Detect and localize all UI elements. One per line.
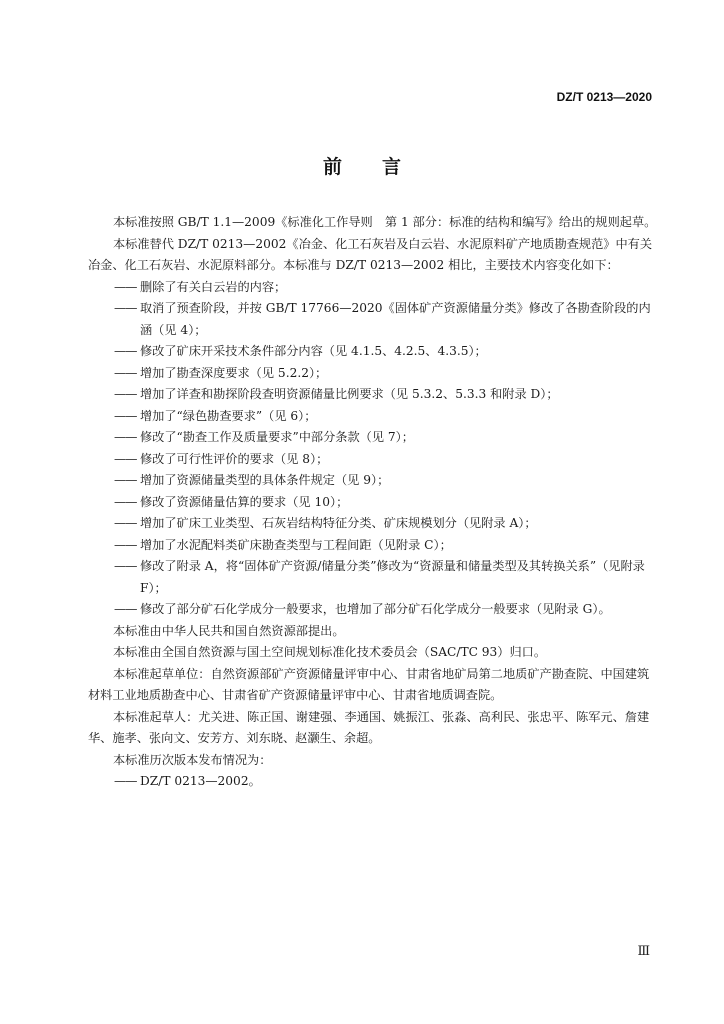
dash-mark: —— [114, 473, 137, 487]
paragraph-drafters: 本标准起草人：尤关进、陈正国、谢建强、李通国、姚振江、张淼、高利民、张忠平、陈军元、詹建华、施孝、张向文、安芳方、刘东晓、赵灏生、余超。 [88, 709, 650, 745]
list-item: —— 增加了勘查深度要求（见 5.2.2）； [88, 363, 660, 385]
list-item: —— 增加了“绿色勘查要求”（见 6）； [88, 406, 660, 428]
foreword-body [88, 212, 660, 793]
paragraph-drafting-rules: 本标准按照 GB/T 1.1—2009《标准化工作导则 第 1 部分：标准的结构和编写》给出的规则起草。 [113, 215, 657, 229]
paragraph-replacement: 本标准替代 DZ/T 0213—2002《冶金、化工石灰岩及白云岩、水泥原料矿产地质勘查规范》中有关冶金、化工石灰岩、水泥原料部分。本标准与 DZ/T 0213—2002 相比，主要技术内容变化如下： [88, 236, 653, 272]
list-item: —— 修改了资源储量估算的要求（见 10）； [88, 492, 660, 514]
list-item: —— 修改了附录 A，将“固体矿产资源/储量分类”修改为“资源量和储量类型及其转换关系”（见附录 F）； [88, 556, 660, 599]
list-item: —— 增加了详查和勘探阶段查明资源储量比例要求（见 5.3.2、5.3.3 和附录 D）； [88, 384, 660, 406]
list-item: —— 删除了有关白云岩的内容； [88, 277, 660, 299]
paragraph-history-intro: 本标准历次版本发布情况为： [113, 752, 272, 767]
list-item: —— 修改了“勘查工作及质量要求”中部分条款（见 7）； [88, 427, 660, 449]
dash-mark: —— [114, 387, 137, 401]
dash-mark: —— [114, 516, 137, 530]
paragraph-proposer: 本标准由中华人民共和国自然资源部提出。 [113, 623, 345, 638]
list-item: —— 增加了矿床工业类型、石灰岩结构特征分类、矿床规模划分（见附录 A）； [88, 513, 660, 535]
dash-mark: —— [114, 774, 137, 788]
dash-mark: —— [114, 365, 137, 380]
dash-mark: —— [114, 430, 137, 444]
list-item: —— 取消了预查阶段，并按 GB/T 17766—2020《固体矿产资源储量分类》修改了各勘查阶段的内涵（见 4）； [88, 298, 660, 341]
dash-mark: —— [114, 494, 137, 509]
list-item: —— 修改了矿床开采技术条件部分内容（见 4.1.5、4.2.5、4.3.5）； [88, 341, 660, 363]
paragraph-drafting-units: 本标准起草单位：自然资源部矿产资源储量评审中心、甘肃省地矿局第二地质矿产勘查院、中国建筑材料工业地质勘查中心、甘肃省矿产资源储量评审中心、甘肃省地质调查院。 [88, 666, 650, 702]
dash-mark: —— [114, 537, 137, 552]
dash-mark: —— [114, 602, 137, 616]
dash-mark: —— [114, 408, 137, 423]
dash-mark: —— [114, 279, 137, 294]
list-item: —— 修改了可行性评价的要求（见 8）； [88, 449, 660, 471]
dash-mark: —— [114, 344, 137, 358]
list-item: —— 修改了部分矿石化学成分一般要求，也增加了部分矿石化学成分一般要求（见附录 G）。 [88, 599, 660, 621]
standard-code: DZ/T 0213—2020 [556, 90, 652, 104]
dash-mark: —— [114, 451, 137, 466]
changes-list [88, 277, 660, 621]
list-item: —— 增加了资源储量类型的具体条件规定（见 9）； [88, 470, 660, 492]
dash-mark: —— [114, 559, 137, 573]
history-item: —— DZ/T 0213—2002。 [88, 771, 660, 793]
page-number: Ⅲ [637, 944, 650, 959]
list-item: —— 增加了水泥配料类矿床勘查类型与工程间距（见附录 C）； [88, 535, 660, 557]
dash-mark: —— [114, 301, 137, 315]
page-title: 前言 [322, 156, 441, 178]
paragraph-committee: 本标准由全国自然资源与国土空间规划标准化技术委员会（SAC/TC 93）归口。 [113, 645, 547, 659]
